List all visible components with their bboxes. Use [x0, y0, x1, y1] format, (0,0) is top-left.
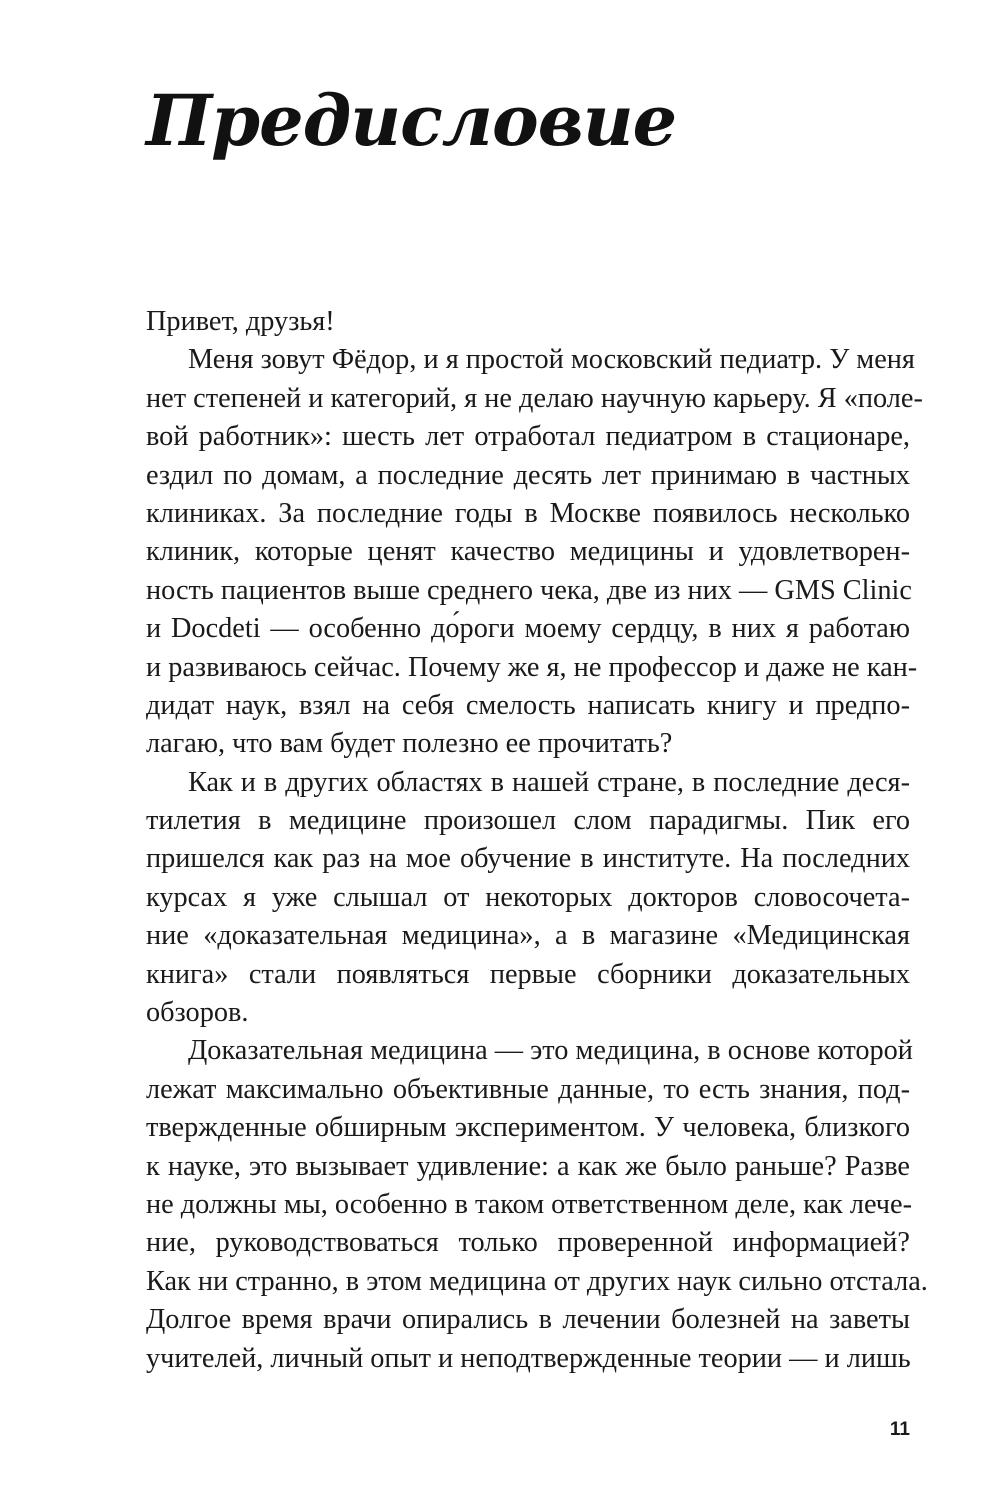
text-line: лагаю, что вам будет полезно ее прочитать? — [146, 728, 673, 760]
text-line: нет степеней и категорий, я не делаю научную карьеру. Я «поле- — [146, 382, 923, 414]
text-line: ние, руководствоваться только проверенной информацией? — [146, 1227, 910, 1259]
text-line: не должны мы, особенно в таком ответственном деле, как лече- — [146, 1188, 913, 1220]
text-line: ность пациентов выше среднего чека, две из них — GMS Clinic — [146, 574, 912, 606]
text-line: Доказательная медицина — это медицина, в основе которой — [188, 1035, 913, 1067]
text-line: и Docdeti — особенно до́роги моему сердцу, в них я работаю — [146, 613, 910, 645]
text-line: пришелся как раз на мое обучение в институте. На последних — [146, 843, 910, 875]
text-line: ние «доказательная медицина», а в магазине «Медицинская — [146, 920, 910, 952]
text-line: дидат наук, взял на себя смелость написать книгу и предпо- — [146, 689, 910, 721]
text-line: и развиваюсь сейчас. Почему же я, не профессор и даже не кан- — [146, 651, 918, 683]
text-line: Как ни странно, в этом медицина от других наук сильно отстала. — [146, 1265, 928, 1297]
text-line: тилетия в медицине произошел слом парадигмы. Пик его — [146, 805, 910, 837]
text-line: Привет, друзья! — [146, 306, 335, 337]
text-line: лежат максимально объективные данные, то есть знания, под- — [146, 1073, 910, 1105]
text-line: книга» стали появляться первые сборники доказательных — [146, 958, 910, 990]
text-line: ездил по домам, а последние десять лет принимаю в частных — [146, 459, 910, 491]
text-line: курсах я уже слышал от некоторых докторов словосочета- — [146, 881, 910, 913]
text-line: вой работник»: шесть лет отработал педиатром в стационаре, — [146, 421, 910, 453]
text-line: твержденные обширным экспериментом. У человека, близкого — [146, 1112, 910, 1144]
body-text — [146, 303, 928, 1378]
text-line: к науке, это вызывает удивление: а как же было раньше? Разве — [146, 1150, 910, 1182]
text-line: учителей, личный опыт и неподтвержденные теории — и лишь — [146, 1342, 911, 1374]
page-title: Предисловие — [146, 79, 677, 162]
page-number: 11 — [889, 1419, 910, 1440]
text-line: Долгое время врачи опирались в лечении болезней на заветы — [146, 1304, 910, 1336]
text-line: обзоров. — [146, 997, 249, 1029]
text-line: Как и в других областях в нашей стране, в последние деся- — [188, 766, 910, 798]
text-line: клиниках. За последние годы в Москве появилось несколько — [146, 497, 910, 529]
text-line: клиник, которые ценят качество медицины и удовлетворен- — [146, 536, 910, 568]
text-line: Меня зовут Фёдор, и я простой московский педиатр. У меня — [188, 344, 915, 376]
